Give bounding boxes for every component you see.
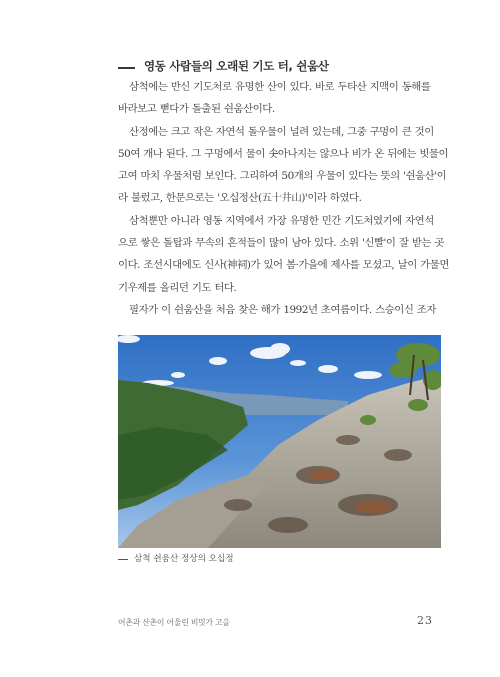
text-line: 으로 쌓은 돌탑과 무속의 흔적들이 많이 남아 있다. 소위 '신빨'이 잘 받는 곳 [118, 237, 444, 250]
landscape-illustration [118, 335, 441, 548]
paragraph [118, 210, 449, 299]
section-heading-text: 영동 사람들의 오래된 기도 터, 쉰움산 [144, 59, 329, 73]
text-line: 고여 마치 우물처럼 보인다. 그리하여 50개의 우물이 있다는 뜻의 '쉰움산'이 [118, 170, 447, 183]
text-line: 기우제를 올리던 기도 터다. [118, 281, 237, 294]
heading-rule [118, 67, 135, 69]
page-number: 23 [417, 614, 433, 627]
summit-photo [118, 335, 441, 548]
text-line: 라 불렀고, 한문으로는 '오십정산(五十井山)'이라 하였다. [118, 192, 362, 205]
text-line: 삼척뿐만 아니라 영동 지역에서 가장 유명한 민간 기도처였기에 자연석 [129, 214, 434, 227]
text-line: 산정에는 크고 작은 자연석 돌우물이 널려 있는데, 그중 구멍이 큰 것이 [129, 125, 434, 138]
paragraph [118, 76, 442, 121]
photo-caption [118, 552, 234, 564]
section-heading [118, 58, 329, 74]
text-line: 이다. 조선시대에도 신사(神祠)가 있어 봄·가을에 제사를 모셨고, 날이 가물면 [118, 259, 449, 272]
paragraph [118, 299, 442, 321]
paragraph [118, 121, 449, 210]
text-line: 삼척에는 반신 기도처로 유명한 산이 있다. 바로 두타산 지맥이 동해를 [129, 81, 431, 93]
photo-caption-text: 삼척 쉰움산 정상의 오십정 [134, 554, 234, 564]
body-text [118, 76, 449, 321]
text-line: 50여 개나 된다. 그 구멍에서 물이 솟아나지는 않으나 비가 온 뒤에는 빗물이 [118, 147, 449, 160]
caption-rule [118, 559, 128, 560]
text-line: 바라보고 뻗다가 돌출된 쉰움산이다. [118, 103, 275, 116]
running-footer-title: 어촌과 산촌이 어울린 비밋가 고을 [118, 618, 230, 627]
text-line: 필자가 이 쉰움산을 처음 찾은 해가 1992년 초여름이다. 스승이신 조자 [129, 303, 436, 316]
